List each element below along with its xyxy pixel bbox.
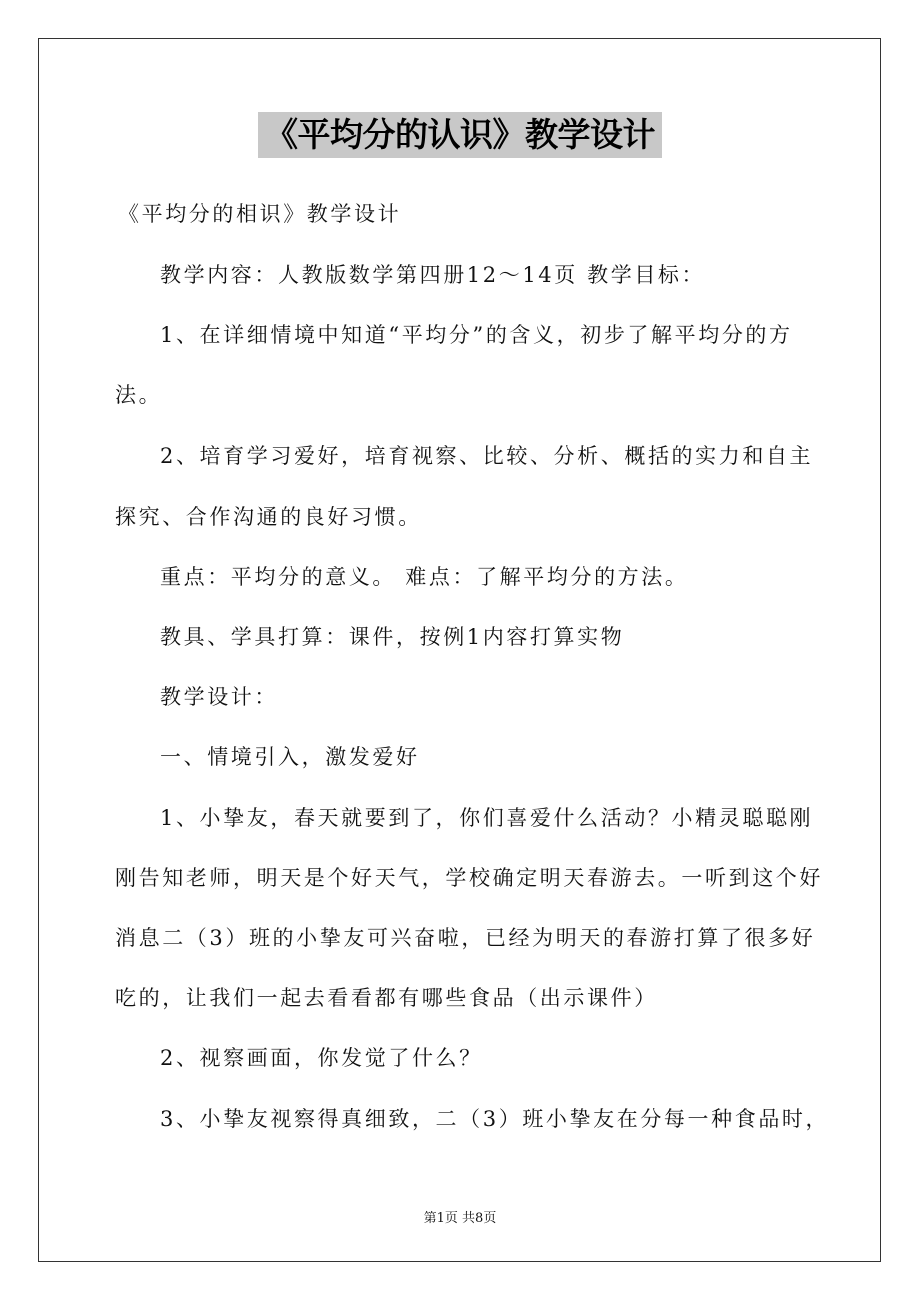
paragraph-line: 探究、合作沟通的良好习惯。 xyxy=(115,505,422,529)
paragraph-line: 2、视察画面，你发觉了什么？ xyxy=(160,1046,483,1070)
paragraph-line: 1、小挚友，春天就要到了，你们喜爱什么活动？小精灵聪聪刚 xyxy=(160,806,814,830)
page-number: 第1页 共8页 xyxy=(423,1211,497,1226)
paragraph-line: 2、培育学习爱好，培育视察、比较、分析、概括的实力和自主 xyxy=(160,444,814,468)
paragraph-line: 刚告知老师，明天是个好天气，学校确定明天春游去。一听到这个好 xyxy=(115,866,823,890)
document-title: 《平均分的认识》教学设计 xyxy=(258,112,662,158)
paragraph-line: 1、在详细情境中知道“平均分”的含义，初步了解平均分的方 xyxy=(160,323,793,347)
paragraph-line: 法。 xyxy=(115,383,163,407)
paragraph-line: 教学内容：人教版数学第四册12～14页 教学目标： xyxy=(160,263,706,287)
paragraph-line: 吃的，让我们一起去看看都有哪些食品（出示课件） xyxy=(115,986,658,1010)
paragraph-line: 教具、学具打算：课件，按例1内容打算实物 xyxy=(160,625,625,649)
paragraph-line: 3、小挚友视察得真细致，二（3）班小挚友在分每一种食品时， xyxy=(160,1107,830,1131)
section-heading: 一、情境引入，激发爱好 xyxy=(160,745,420,769)
paragraph-line: 消息二（3）班的小挚友可兴奋啦，已经为明天的春游打算了很多好 xyxy=(115,926,816,950)
paragraph-line: 教学设计： xyxy=(160,685,278,709)
paragraph-line: 《平均分的相识》教学设计 xyxy=(118,202,402,226)
paragraph-line: 重点：平均分的意义。 难点：了解平均分的方法。 xyxy=(160,565,689,589)
